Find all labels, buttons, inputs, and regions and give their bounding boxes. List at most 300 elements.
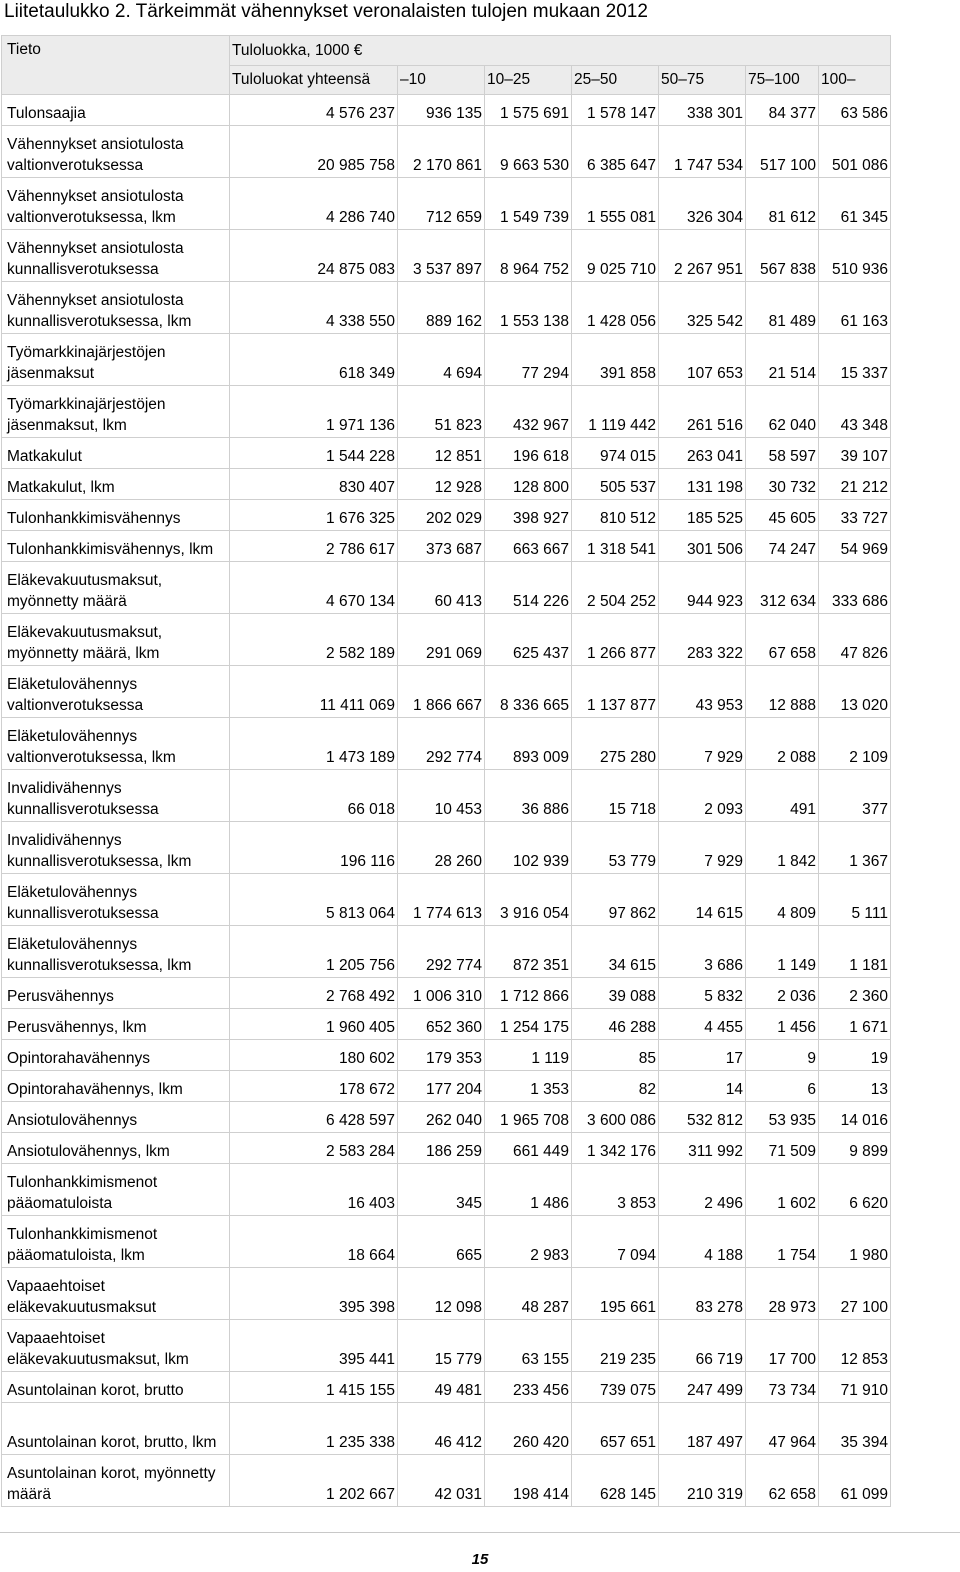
- value-cell: 291 069: [398, 614, 485, 666]
- value-cell: 71 910: [819, 1372, 891, 1403]
- value-cell: 62 040: [746, 386, 819, 438]
- row-label: Vapaaehtoiset eläkevakuutusmaksut, lkm: [2, 1320, 230, 1372]
- value-cell: 1 980: [819, 1216, 891, 1268]
- value-cell: 1 575 691: [485, 95, 572, 126]
- value-cell: 4 694: [398, 334, 485, 386]
- value-cell: 61 099: [819, 1455, 891, 1507]
- value-cell: 2 768 492: [230, 978, 398, 1009]
- value-cell: 1 367: [819, 822, 891, 874]
- row-label: Vapaaehtoiset eläkevakuutusmaksut: [2, 1268, 230, 1320]
- value-cell: 1 254 175: [485, 1009, 572, 1040]
- value-cell: 12 851: [398, 438, 485, 469]
- value-cell: 325 542: [659, 282, 746, 334]
- value-cell: 1 486: [485, 1164, 572, 1216]
- row-label: Eläketulovähennys kunnallisverotuksessa, lkm: [2, 926, 230, 978]
- value-cell: 391 858: [572, 334, 659, 386]
- table-row: [2, 718, 891, 770]
- value-cell: 1 119 442: [572, 386, 659, 438]
- value-cell: 17: [659, 1040, 746, 1071]
- value-cell: 872 351: [485, 926, 572, 978]
- table-row: [2, 1372, 891, 1403]
- row-label: Invalidivähennys kunnallisverotuksessa: [2, 770, 230, 822]
- value-cell: 10 453: [398, 770, 485, 822]
- value-cell: 28 973: [746, 1268, 819, 1320]
- column-header: 10–25: [485, 66, 572, 95]
- value-cell: 652 360: [398, 1009, 485, 1040]
- value-cell: 1 676 325: [230, 500, 398, 531]
- value-cell: 532 812: [659, 1102, 746, 1133]
- row-label: Ansiotulovähennys: [2, 1102, 230, 1133]
- value-cell: 24 875 083: [230, 230, 398, 282]
- value-cell: 5 111: [819, 874, 891, 926]
- value-cell: 47 826: [819, 614, 891, 666]
- value-cell: 275 280: [572, 718, 659, 770]
- value-cell: 15 337: [819, 334, 891, 386]
- value-cell: 53 779: [572, 822, 659, 874]
- value-cell: 233 456: [485, 1372, 572, 1403]
- value-cell: 71 509: [746, 1133, 819, 1164]
- table-row: [2, 874, 891, 926]
- row-label: Tulonhankkimismenot pääomatuloista, lkm: [2, 1216, 230, 1268]
- value-cell: 501 086: [819, 126, 891, 178]
- value-cell: 198 414: [485, 1455, 572, 1507]
- value-cell: 398 927: [485, 500, 572, 531]
- value-cell: 1 971 136: [230, 386, 398, 438]
- table-row: [2, 1040, 891, 1071]
- table-row: [2, 770, 891, 822]
- value-cell: 58 597: [746, 438, 819, 469]
- value-cell: 84 377: [746, 95, 819, 126]
- value-cell: 739 075: [572, 1372, 659, 1403]
- value-cell: 186 259: [398, 1133, 485, 1164]
- value-cell: 1 456: [746, 1009, 819, 1040]
- table-row: [2, 334, 891, 386]
- table-row: [2, 178, 891, 230]
- header-tieto: Tieto: [2, 36, 230, 95]
- value-cell: 510 936: [819, 230, 891, 282]
- value-cell: 292 774: [398, 926, 485, 978]
- table-row: [2, 531, 891, 562]
- value-cell: 1 578 147: [572, 95, 659, 126]
- value-cell: 567 838: [746, 230, 819, 282]
- value-cell: 12 928: [398, 469, 485, 500]
- value-cell: 1 774 613: [398, 874, 485, 926]
- value-cell: 195 661: [572, 1268, 659, 1320]
- value-cell: 395 441: [230, 1320, 398, 1372]
- value-cell: 19: [819, 1040, 891, 1071]
- value-cell: 102 939: [485, 822, 572, 874]
- value-cell: 338 301: [659, 95, 746, 126]
- value-cell: 4 188: [659, 1216, 746, 1268]
- value-cell: 1 965 708: [485, 1102, 572, 1133]
- value-cell: 283 322: [659, 614, 746, 666]
- value-cell: 21 212: [819, 469, 891, 500]
- row-label: Tulonsaajia: [2, 95, 230, 126]
- value-cell: 13 020: [819, 666, 891, 718]
- value-cell: 1 342 176: [572, 1133, 659, 1164]
- table-row: [2, 438, 891, 469]
- value-cell: 373 687: [398, 531, 485, 562]
- value-cell: 2 088: [746, 718, 819, 770]
- value-cell: 210 319: [659, 1455, 746, 1507]
- value-cell: 45 605: [746, 500, 819, 531]
- value-cell: 85: [572, 1040, 659, 1071]
- value-cell: 14 615: [659, 874, 746, 926]
- value-cell: 27 100: [819, 1268, 891, 1320]
- row-label: Eläkevakuutusmaksut, myönnetty määrä, lkm: [2, 614, 230, 666]
- value-cell: 1 549 739: [485, 178, 572, 230]
- value-cell: 2 583 284: [230, 1133, 398, 1164]
- value-cell: 893 009: [485, 718, 572, 770]
- value-cell: 514 226: [485, 562, 572, 614]
- value-cell: 663 667: [485, 531, 572, 562]
- value-cell: 1 671: [819, 1009, 891, 1040]
- row-label: Vähennykset ansiotulosta kunnallisverotuksessa: [2, 230, 230, 282]
- value-cell: 1 842: [746, 822, 819, 874]
- table-body: [2, 95, 891, 1507]
- header-tuloluokka: Tuloluokka, 1000 €: [230, 36, 891, 66]
- value-cell: 77 294: [485, 334, 572, 386]
- value-cell: 107 653: [659, 334, 746, 386]
- deductions-table: [1, 35, 891, 1507]
- value-cell: 1 006 310: [398, 978, 485, 1009]
- value-cell: 42 031: [398, 1455, 485, 1507]
- row-label: Invalidivähennys kunnallisverotuksessa, lkm: [2, 822, 230, 874]
- value-cell: 48 287: [485, 1268, 572, 1320]
- value-cell: 51 823: [398, 386, 485, 438]
- value-cell: 3 686: [659, 926, 746, 978]
- value-cell: 81 612: [746, 178, 819, 230]
- value-cell: 491: [746, 770, 819, 822]
- value-cell: 395 398: [230, 1268, 398, 1320]
- row-label: Työmarkkinajärjestöjen jäsenmaksut, lkm: [2, 386, 230, 438]
- value-cell: 665: [398, 1216, 485, 1268]
- column-header: Tuloluokat yhteensä: [230, 66, 398, 95]
- table-row: [2, 1403, 891, 1455]
- row-label: Ansiotulovähennys, lkm: [2, 1133, 230, 1164]
- value-cell: 1 181: [819, 926, 891, 978]
- value-cell: 63 155: [485, 1320, 572, 1372]
- value-cell: 1 712 866: [485, 978, 572, 1009]
- row-label: Asuntolainan korot, brutto: [2, 1372, 230, 1403]
- value-cell: 311 992: [659, 1133, 746, 1164]
- value-cell: 180 602: [230, 1040, 398, 1071]
- value-cell: 974 015: [572, 438, 659, 469]
- value-cell: 292 774: [398, 718, 485, 770]
- value-cell: 1 415 155: [230, 1372, 398, 1403]
- value-cell: 1 747 534: [659, 126, 746, 178]
- value-cell: 54 969: [819, 531, 891, 562]
- value-cell: 1 473 189: [230, 718, 398, 770]
- value-cell: 18 664: [230, 1216, 398, 1268]
- value-cell: 936 135: [398, 95, 485, 126]
- row-label: Eläketulovähennys kunnallisverotuksessa: [2, 874, 230, 926]
- value-cell: 73 734: [746, 1372, 819, 1403]
- value-cell: 1 235 338: [230, 1403, 398, 1455]
- column-header: 50–75: [659, 66, 746, 95]
- value-cell: 2 267 951: [659, 230, 746, 282]
- value-cell: 517 100: [746, 126, 819, 178]
- value-cell: 219 235: [572, 1320, 659, 1372]
- table-row: [2, 1268, 891, 1320]
- value-cell: 4 455: [659, 1009, 746, 1040]
- table-row: [2, 230, 891, 282]
- footer-divider: [0, 1532, 960, 1533]
- row-label: Opintorahavähennys, lkm: [2, 1071, 230, 1102]
- value-cell: 53 935: [746, 1102, 819, 1133]
- value-cell: 202 029: [398, 500, 485, 531]
- table-row: [2, 978, 891, 1009]
- value-cell: 1 754: [746, 1216, 819, 1268]
- row-label: Eläkevakuutusmaksut, myönnetty määrä: [2, 562, 230, 614]
- value-cell: 15 718: [572, 770, 659, 822]
- table-row: [2, 1216, 891, 1268]
- value-cell: 1 428 056: [572, 282, 659, 334]
- row-label: Vähennykset ansiotulosta kunnallisverotuksessa, lkm: [2, 282, 230, 334]
- value-cell: 2 786 617: [230, 531, 398, 562]
- value-cell: 47 964: [746, 1403, 819, 1455]
- row-label: Asuntolainan korot, myönnetty määrä: [2, 1455, 230, 1507]
- value-cell: 12 853: [819, 1320, 891, 1372]
- value-cell: 7 929: [659, 822, 746, 874]
- page-number: 15: [471, 1551, 489, 1568]
- header-row-top: [2, 36, 891, 66]
- table-row: [2, 500, 891, 531]
- value-cell: 46 288: [572, 1009, 659, 1040]
- value-cell: 61 345: [819, 178, 891, 230]
- table-row: [2, 562, 891, 614]
- table-row: [2, 1455, 891, 1507]
- value-cell: 60 413: [398, 562, 485, 614]
- value-cell: 2 504 252: [572, 562, 659, 614]
- table-row: [2, 469, 891, 500]
- value-cell: 4 576 237: [230, 95, 398, 126]
- value-cell: 1 266 877: [572, 614, 659, 666]
- table-row: [2, 614, 891, 666]
- value-cell: 46 412: [398, 1403, 485, 1455]
- value-cell: 4 286 740: [230, 178, 398, 230]
- row-label: Tulonhankkimismenot pääomatuloista: [2, 1164, 230, 1216]
- row-label: Vähennykset ansiotulosta valtionverotuksessa, lkm: [2, 178, 230, 230]
- value-cell: 301 506: [659, 531, 746, 562]
- value-cell: 661 449: [485, 1133, 572, 1164]
- value-cell: 36 886: [485, 770, 572, 822]
- value-cell: 13: [819, 1071, 891, 1102]
- value-cell: 432 967: [485, 386, 572, 438]
- value-cell: 1 602: [746, 1164, 819, 1216]
- value-cell: 9 663 530: [485, 126, 572, 178]
- column-header: 100–: [819, 66, 891, 95]
- value-cell: 2 582 189: [230, 614, 398, 666]
- value-cell: 505 537: [572, 469, 659, 500]
- table-row: [2, 282, 891, 334]
- value-cell: 17 700: [746, 1320, 819, 1372]
- row-label: Vähennykset ansiotulosta valtionverotuksessa: [2, 126, 230, 178]
- value-cell: 12 888: [746, 666, 819, 718]
- value-cell: 67 658: [746, 614, 819, 666]
- row-label: Perusvähennys, lkm: [2, 1009, 230, 1040]
- value-cell: 377: [819, 770, 891, 822]
- value-cell: 1 544 228: [230, 438, 398, 469]
- value-cell: 43 348: [819, 386, 891, 438]
- table-row: [2, 386, 891, 438]
- value-cell: 2 983: [485, 1216, 572, 1268]
- column-header: 25–50: [572, 66, 659, 95]
- table-row: [2, 1009, 891, 1040]
- value-cell: 1 205 756: [230, 926, 398, 978]
- value-cell: 177 204: [398, 1071, 485, 1102]
- value-cell: 4 670 134: [230, 562, 398, 614]
- value-cell: 9 025 710: [572, 230, 659, 282]
- value-cell: 66 018: [230, 770, 398, 822]
- value-cell: 618 349: [230, 334, 398, 386]
- row-label: Eläketulovähennys valtionverotuksessa, lkm: [2, 718, 230, 770]
- value-cell: 74 247: [746, 531, 819, 562]
- value-cell: 6 385 647: [572, 126, 659, 178]
- table-row: [2, 1071, 891, 1102]
- table-row: [2, 926, 891, 978]
- value-cell: 3 853: [572, 1164, 659, 1216]
- value-cell: 11 411 069: [230, 666, 398, 718]
- value-cell: 66 719: [659, 1320, 746, 1372]
- value-cell: 333 686: [819, 562, 891, 614]
- value-cell: 196 618: [485, 438, 572, 469]
- value-cell: 1 149: [746, 926, 819, 978]
- value-cell: 9 899: [819, 1133, 891, 1164]
- table-row: [2, 1102, 891, 1133]
- value-cell: 61 163: [819, 282, 891, 334]
- value-cell: 131 198: [659, 469, 746, 500]
- value-cell: 944 923: [659, 562, 746, 614]
- value-cell: 263 041: [659, 438, 746, 469]
- value-cell: 15 779: [398, 1320, 485, 1372]
- value-cell: 43 953: [659, 666, 746, 718]
- row-label: Matkakulut: [2, 438, 230, 469]
- value-cell: 6 428 597: [230, 1102, 398, 1133]
- column-header: –10: [398, 66, 485, 95]
- value-cell: 2 170 861: [398, 126, 485, 178]
- value-cell: 312 634: [746, 562, 819, 614]
- value-cell: 1 960 405: [230, 1009, 398, 1040]
- value-cell: 1 119: [485, 1040, 572, 1071]
- value-cell: 128 800: [485, 469, 572, 500]
- value-cell: 62 658: [746, 1455, 819, 1507]
- value-cell: 185 525: [659, 500, 746, 531]
- value-cell: 810 512: [572, 500, 659, 531]
- value-cell: 889 162: [398, 282, 485, 334]
- value-cell: 3 916 054: [485, 874, 572, 926]
- value-cell: 6: [746, 1071, 819, 1102]
- table-row: [2, 1320, 891, 1372]
- value-cell: 261 516: [659, 386, 746, 438]
- value-cell: 39 088: [572, 978, 659, 1009]
- value-cell: 2 109: [819, 718, 891, 770]
- value-cell: 2 360: [819, 978, 891, 1009]
- value-cell: 3 537 897: [398, 230, 485, 282]
- value-cell: 178 672: [230, 1071, 398, 1102]
- value-cell: 2 036: [746, 978, 819, 1009]
- value-cell: 625 437: [485, 614, 572, 666]
- row-label: Matkakulut, lkm: [2, 469, 230, 500]
- row-label: Perusvähennys: [2, 978, 230, 1009]
- table-row: [2, 1164, 891, 1216]
- value-cell: 1 137 877: [572, 666, 659, 718]
- value-cell: 1 353: [485, 1071, 572, 1102]
- row-label: Tulonhankkimisvähennys: [2, 500, 230, 531]
- value-cell: 196 116: [230, 822, 398, 874]
- value-cell: 34 615: [572, 926, 659, 978]
- value-cell: 4 338 550: [230, 282, 398, 334]
- value-cell: 83 278: [659, 1268, 746, 1320]
- table-row: [2, 666, 891, 718]
- value-cell: 28 260: [398, 822, 485, 874]
- value-cell: 1 553 138: [485, 282, 572, 334]
- value-cell: 21 514: [746, 334, 819, 386]
- row-label: Tulonhankkimisvähennys, lkm: [2, 531, 230, 562]
- value-cell: 49 481: [398, 1372, 485, 1403]
- value-cell: 5 832: [659, 978, 746, 1009]
- page-title: Liitetaulukko 2. Tärkeimmät vähennykset veronalaisten tulojen mukaan 2012: [4, 1, 648, 22]
- table-row: [2, 95, 891, 126]
- value-cell: 2 093: [659, 770, 746, 822]
- value-cell: 97 862: [572, 874, 659, 926]
- value-cell: 12 098: [398, 1268, 485, 1320]
- value-cell: 8 964 752: [485, 230, 572, 282]
- value-cell: 7 094: [572, 1216, 659, 1268]
- value-cell: 33 727: [819, 500, 891, 531]
- value-cell: 712 659: [398, 178, 485, 230]
- value-cell: 3 600 086: [572, 1102, 659, 1133]
- value-cell: 262 040: [398, 1102, 485, 1133]
- row-label: Asuntolainan korot, brutto, lkm: [2, 1403, 230, 1455]
- value-cell: 35 394: [819, 1403, 891, 1455]
- value-cell: 1 555 081: [572, 178, 659, 230]
- value-cell: 20 985 758: [230, 126, 398, 178]
- table-row: [2, 822, 891, 874]
- value-cell: 179 353: [398, 1040, 485, 1071]
- value-cell: 260 420: [485, 1403, 572, 1455]
- value-cell: 39 107: [819, 438, 891, 469]
- value-cell: 30 732: [746, 469, 819, 500]
- row-label: Työmarkkinajärjestöjen jäsenmaksut: [2, 334, 230, 386]
- value-cell: 326 304: [659, 178, 746, 230]
- value-cell: 8 336 665: [485, 666, 572, 718]
- value-cell: 14 016: [819, 1102, 891, 1133]
- value-cell: 657 651: [572, 1403, 659, 1455]
- table-row: [2, 1133, 891, 1164]
- value-cell: 830 407: [230, 469, 398, 500]
- row-label: Opintorahavähennys: [2, 1040, 230, 1071]
- value-cell: 1 866 667: [398, 666, 485, 718]
- table-row: [2, 126, 891, 178]
- row-label: Eläketulovähennys valtionverotuksessa: [2, 666, 230, 718]
- column-header: 75–100: [746, 66, 819, 95]
- value-cell: 7 929: [659, 718, 746, 770]
- value-cell: 1 202 667: [230, 1455, 398, 1507]
- value-cell: 5 813 064: [230, 874, 398, 926]
- value-cell: 9: [746, 1040, 819, 1071]
- value-cell: 1 318 541: [572, 531, 659, 562]
- value-cell: 16 403: [230, 1164, 398, 1216]
- value-cell: 81 489: [746, 282, 819, 334]
- value-cell: 628 145: [572, 1455, 659, 1507]
- value-cell: 6 620: [819, 1164, 891, 1216]
- value-cell: 187 497: [659, 1403, 746, 1455]
- value-cell: 4 809: [746, 874, 819, 926]
- value-cell: 63 586: [819, 95, 891, 126]
- value-cell: 345: [398, 1164, 485, 1216]
- value-cell: 14: [659, 1071, 746, 1102]
